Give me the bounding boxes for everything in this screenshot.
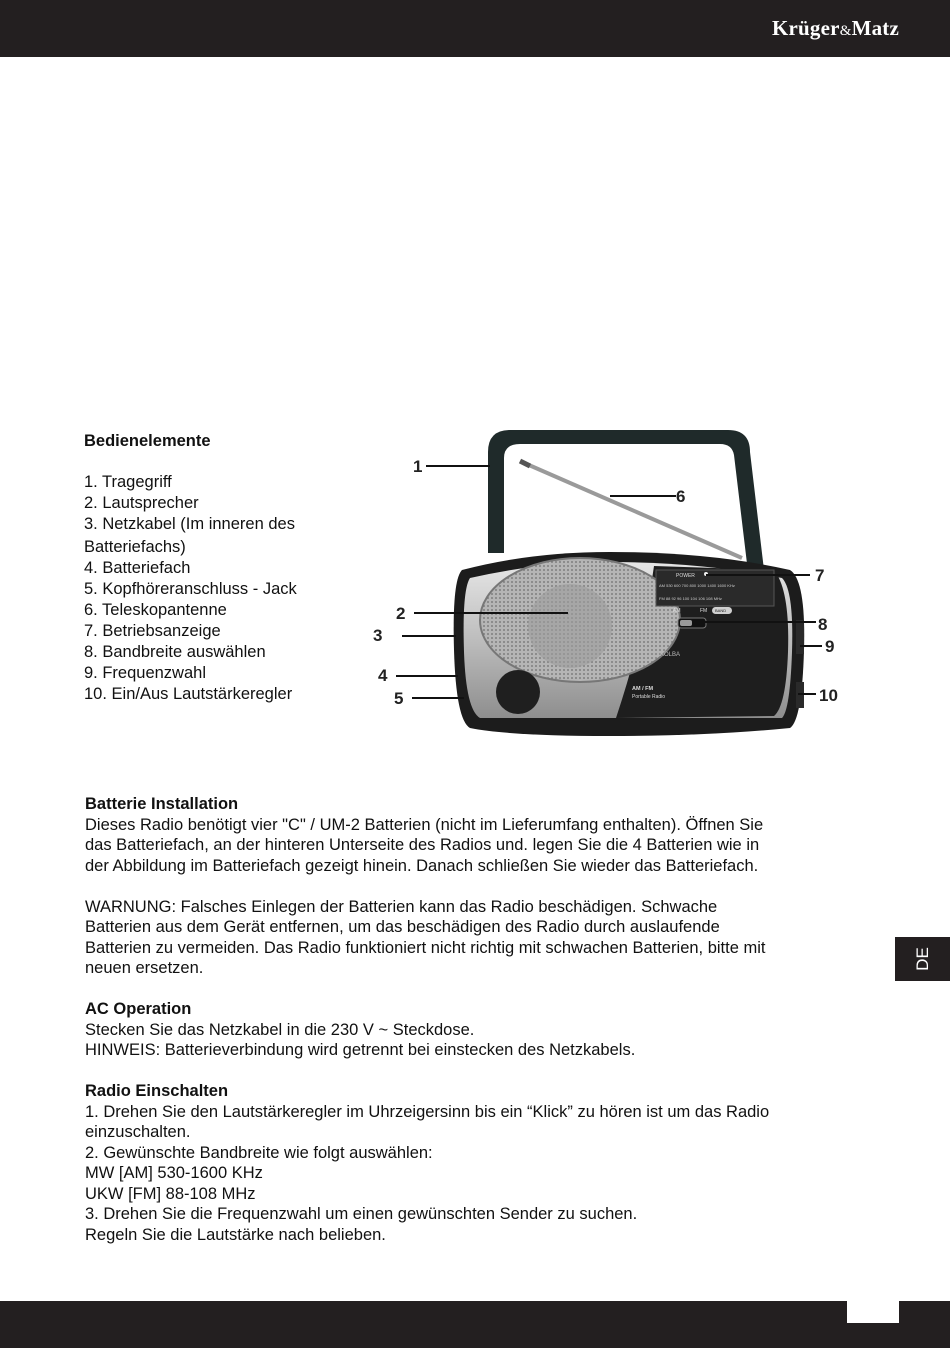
radio-illustration (370, 420, 850, 740)
language-label: DE (912, 947, 932, 971)
list-item: 7. Betriebsanzeige (84, 622, 221, 640)
paragraph-line: MW [AM] 530-1600 KHz (85, 1164, 263, 1182)
model-label: AM / FM (632, 686, 654, 692)
page-number-box (847, 1301, 899, 1323)
battery-compartment-icon (496, 670, 540, 714)
am-scale: AM 530 600 700 800 1000 1400 1600 KHz (659, 583, 735, 588)
callout-4: 4 (378, 666, 388, 685)
paragraph-line: neuen ersetzen. (85, 959, 204, 977)
paragraph-line: WARNUNG: Falsches Einlegen der Batterien kann das Radio beschädigen. Schwache (85, 897, 718, 916)
battery-section (85, 794, 855, 876)
instructions-body (85, 794, 855, 1266)
paragraph-line: 3. Drehen Sie die Frequenzwahl um einen gewünschten Sender zu suchen. (85, 1205, 638, 1223)
section-heading: AC Operation (85, 1000, 192, 1018)
paragraph-line: Dieses Radio benötigt vier "C" / UM-2 Batterien (nicht im Lieferumfang enthalten). Öffnen Sie (85, 815, 764, 834)
list-item: 9. Frequenzwahl (84, 664, 206, 682)
paragraph-line: Stecken Sie das Netzkabel in die 230 V ~ Steckdose. (85, 1020, 475, 1039)
paragraph-line: Batterien aus dem Gerät entfernen, um das beschädigen des Radio durch auslaufende (85, 918, 720, 936)
paragraph-line: der Abbildung im Batteriefach gezeigt hinein. Danach schließen Sie wieder das Batteriefach. (85, 856, 759, 875)
list-item: 10. Ein/Aus Lautstärkeregler (84, 685, 293, 703)
language-tab (895, 937, 950, 981)
brand-logo: Krüger&Matz (772, 16, 899, 40)
callout-8: 8 (818, 615, 828, 634)
list-item: 4. Batteriefach (84, 559, 191, 577)
fm-select-label: FM (700, 608, 708, 614)
band-label: BAND (715, 608, 727, 613)
fm-scale: FM 88 92 96 100 104 106 108 MHz (659, 596, 722, 601)
controls-list (84, 431, 384, 705)
callout-1: 1 (413, 457, 423, 476)
list-item: 1. Tragegriff (84, 473, 172, 491)
section-heading: Batterie Installation (85, 795, 239, 813)
paragraph-line: 1. Drehen Sie den Lautstärkeregler im Uhrzeigersinn bis ein “Klick” zu hören ist um das Radio (85, 1102, 770, 1121)
list-item: 5. Kopfhöreranschluss - Jack (84, 580, 297, 598)
list-item: 8. Bandbreite auswählen (84, 643, 266, 661)
ac-section (85, 999, 855, 1061)
paragraph-line: HINWEIS: Batterieverbindung wird getrennt bei einstecken des Netzkabels. (85, 1041, 636, 1059)
paragraph-line: das Batteriefach, an der hinteren Unterseite des Radios und. legen Sie die 4 Batterien wie in (85, 836, 760, 854)
paragraph-line: einzuschalten. (85, 1123, 191, 1141)
callout-3: 3 (373, 626, 383, 645)
list-item: Batteriefachs) (84, 538, 186, 556)
list-item: 3. Netzkabel (Im inneren des (84, 515, 295, 533)
telescopic-antenna (522, 462, 742, 558)
callout-6: 6 (676, 487, 686, 506)
callout-10: 10 (819, 686, 838, 705)
paragraph-line: 2. Gewünschte Bandbreite wie folgt auswählen: (85, 1143, 433, 1162)
list-item: 6. Teleskopantenne (84, 601, 227, 619)
page-header-bar (0, 0, 950, 57)
radio-on-section (85, 1081, 855, 1245)
callout-2: 2 (396, 604, 406, 623)
am-select-label: AM (673, 608, 681, 614)
controls-heading: Bedienelemente (84, 432, 211, 450)
page-footer-bar (0, 1301, 950, 1348)
paragraph-line: Batterien zu vermeiden. Das Radio funktioniert nicht richtig mit schwachen Batterien, bitte mit (85, 938, 766, 957)
warning-section (85, 897, 855, 979)
callout-5: 5 (394, 689, 404, 708)
paragraph-line: Regeln Sie die Lautstärke nach belieben. (85, 1225, 386, 1244)
callout-7: 7 (815, 566, 825, 585)
frequency-knob (796, 620, 804, 654)
paragraph-line: UKW [FM] 88-108 MHz (85, 1184, 256, 1203)
callout-9: 9 (825, 637, 835, 656)
list-item: 2. Lautsprecher (84, 494, 199, 512)
power-indicator-label: POWER (676, 573, 695, 579)
section-heading: Radio Einschalten (85, 1082, 229, 1100)
model-sublabel: Portable Radio (632, 694, 666, 700)
brand-mark: KOLBA (660, 652, 681, 658)
